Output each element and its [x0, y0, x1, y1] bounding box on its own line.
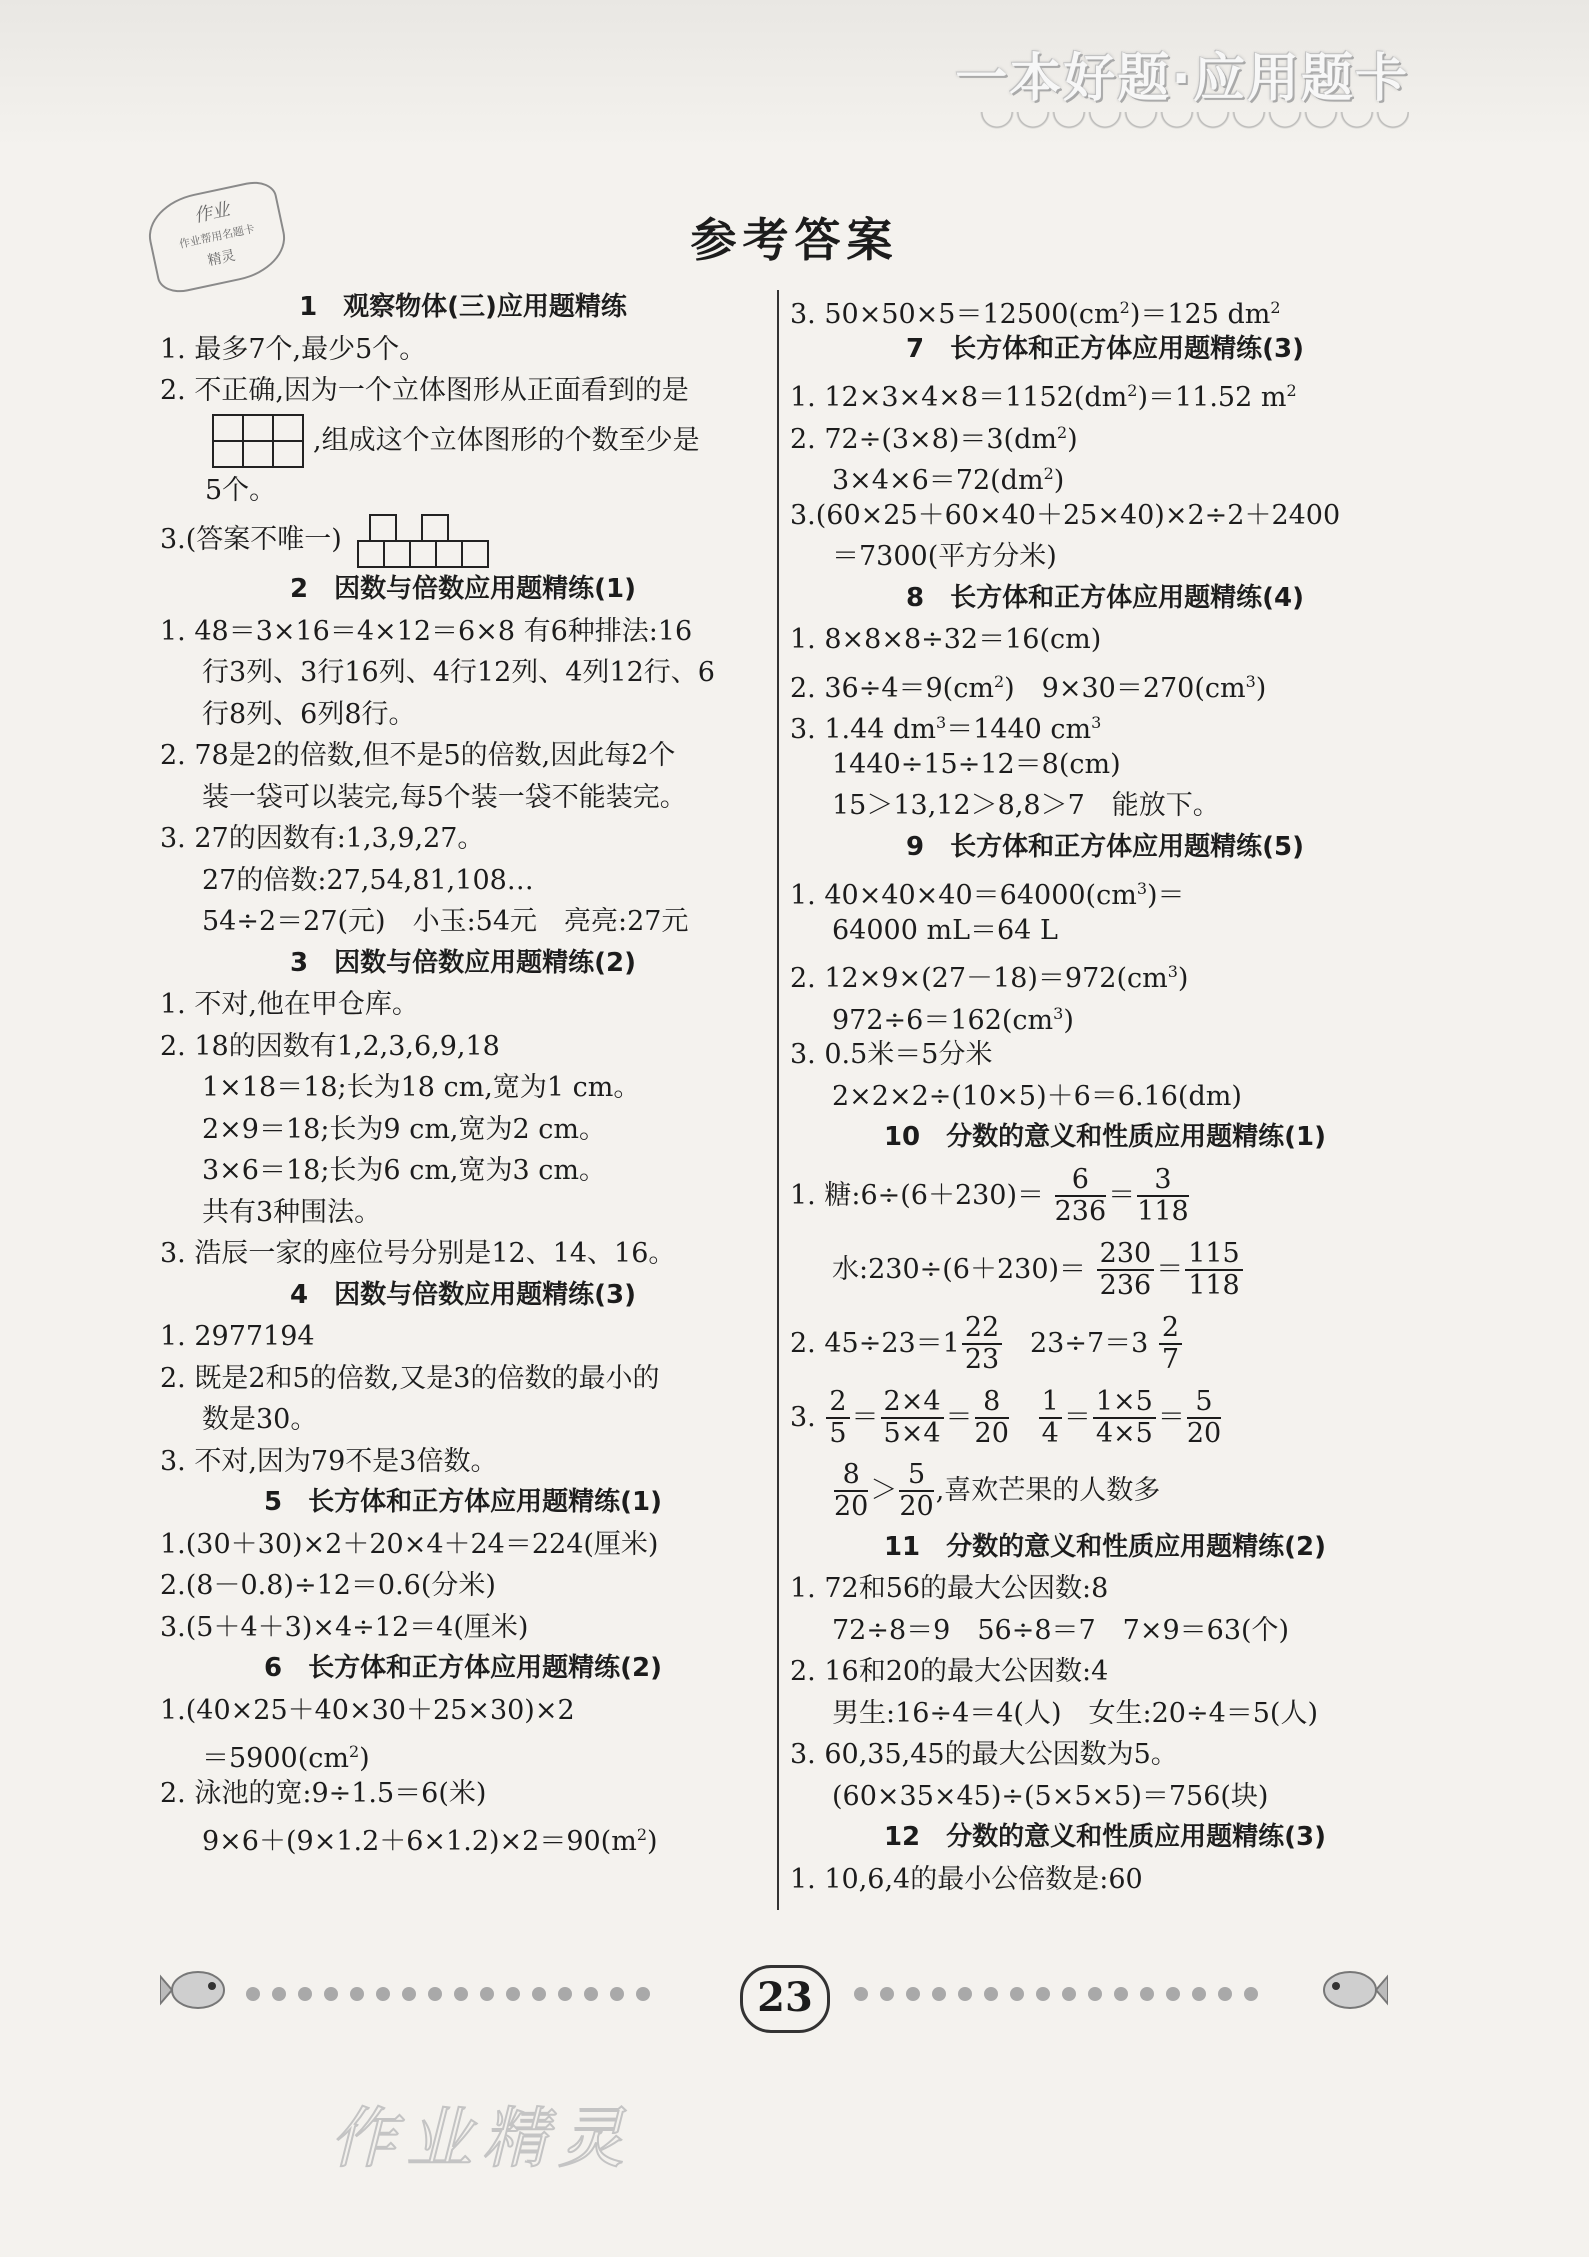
denominator: 118: [1188, 1270, 1240, 1301]
fraction: [834, 1460, 868, 1522]
answer-line: 3. 浩辰一家的座位号分别是12、14、16。: [160, 1238, 676, 1269]
superscript: 2: [1043, 464, 1054, 483]
numerator: 6: [1055, 1165, 1107, 1197]
fraction: [881, 1387, 944, 1449]
answer-line: 3.(60×25＋60×40＋25×40)×2÷2＋2400: [790, 499, 1341, 531]
answer-line: [790, 951, 1420, 993]
fish-icon: [1318, 1960, 1388, 2020]
answer-text: 3.(答案不唯一): [160, 524, 342, 555]
denominator: 23: [964, 1344, 1000, 1375]
numerator: 5: [899, 1460, 933, 1492]
superscript: 3: [1053, 1003, 1064, 1023]
numerator: 2×4: [881, 1387, 944, 1419]
answer-text: ,组成这个立体图形的个数至少是: [313, 424, 700, 456]
fraction: [1137, 1165, 1189, 1227]
arrangement-figure: [356, 513, 490, 569]
answer-line: 2. 不正确,因为一个立体图形从正面看到的是: [160, 375, 689, 406]
greater-sign: ＞: [870, 1474, 898, 1506]
denominator: 20: [1186, 1418, 1222, 1449]
answer-line: 2. 16和20的最大公因数:4: [790, 1656, 1109, 1687]
answer-text: 1. 12×3×4×8＝1152(dm: [790, 382, 1128, 413]
superscript: 2: [348, 1742, 360, 1761]
fraction: [1039, 1387, 1062, 1449]
answer-line: [160, 412, 766, 470]
left-column: [160, 287, 766, 1856]
answer-line: 54÷2＝27(元) 小玉:54元 亮亮:27元: [202, 906, 689, 937]
answer-line: [160, 511, 766, 569]
answer-line: 2×9＝18;长为9 cm,宽为2 cm。: [202, 1113, 606, 1145]
answer-text: ): [1177, 963, 1189, 994]
answer-text: )＝125 dm: [1129, 299, 1271, 330]
numerator: 8: [834, 1460, 868, 1492]
denominator: 5: [829, 1418, 847, 1449]
answer-line: 1440÷15÷12＝8(cm): [832, 748, 1121, 780]
equals-sign: ＝: [851, 1401, 879, 1433]
answer-text: 9×6＋(9×1.2＋6×1.2)×2＝90(m: [202, 1826, 637, 1857]
numerator: 3: [1137, 1165, 1189, 1197]
equals-sign: ＝: [1157, 1401, 1185, 1433]
fraction: [975, 1387, 1009, 1449]
superscript: 2: [1056, 422, 1068, 442]
dots-left: [240, 1986, 656, 2008]
answer-text: ): [1053, 465, 1065, 496]
section-title: 10 分数的意义和性质应用题精练(1): [883, 1122, 1327, 1152]
dots-right: [848, 1986, 1264, 2008]
answer-line: 3. 0.5米＝5分米: [790, 1039, 993, 1070]
superscript: 2: [1127, 381, 1138, 400]
answer-text: )＝11.52 m: [1137, 382, 1287, 413]
answer-text: ): [359, 1743, 370, 1774]
equals-sign: ＝: [945, 1401, 973, 1433]
answer-text: 3×4×6＝72(dm: [832, 465, 1044, 496]
denominator: 5×4: [883, 1418, 941, 1449]
answer-line: 64000 mL＝64 L: [832, 914, 1058, 946]
answer-line: 1. 10,6,4的最小公倍数是:60: [790, 1863, 1143, 1895]
answer-line: 共有3种围法。: [202, 1196, 382, 1228]
numerator: 115: [1185, 1239, 1243, 1271]
answer-text: ): [1063, 1004, 1074, 1036]
answer-line: [790, 287, 1420, 329]
section-title: 5 长方体和正方体应用题精练(1): [264, 1487, 662, 1517]
answer-text: )＝: [1147, 880, 1185, 911]
answer-line: (60×35×45)÷(5×5×5)＝756(块): [832, 1780, 1269, 1812]
answer-line: 1. 2977194: [160, 1321, 315, 1352]
fraction: [826, 1387, 849, 1449]
numerator: 230: [1097, 1239, 1155, 1271]
answer-line: [790, 868, 1420, 910]
stamp-line2: 作业帮用名题卡: [177, 222, 256, 251]
answer-line: 1.(30＋30)×2＋20×4＋24＝224(厘米): [160, 1528, 659, 1560]
answer-line: [790, 661, 1420, 703]
answer-text: 2. 36÷4＝9(cm: [790, 672, 994, 704]
fraction: [1185, 1239, 1243, 1301]
answer-text: 23÷7＝3: [1029, 1327, 1149, 1359]
answer-line: 行8列、6列8行。: [202, 698, 416, 730]
denominator: 236: [1099, 1270, 1152, 1301]
answer-text: 2. 12×9×(27－18)＝972(cm: [790, 963, 1168, 994]
page-title: 参考答案: [690, 213, 899, 267]
answer-line: [790, 1233, 1420, 1307]
answer-line: [160, 1731, 766, 1773]
numerator: 22: [962, 1313, 1002, 1345]
answer-line: 男生:16÷4＝4(人) 女生:20÷4＝5(人): [832, 1697, 1318, 1729]
denominator: 118: [1137, 1196, 1189, 1227]
fraction: [1187, 1387, 1221, 1449]
answer-line: 3.(5＋4＋3)×4÷12＝4(厘米): [160, 1611, 529, 1643]
answer-text: ＝1440 cm: [946, 714, 1092, 745]
answer-text: 2. 45÷23＝1: [790, 1327, 960, 1359]
numerator: 5: [1187, 1387, 1221, 1419]
answer-line: [790, 1159, 1420, 1233]
superscript: 2: [1119, 298, 1130, 317]
answer-line: [790, 370, 1420, 412]
denominator: 20: [899, 1491, 934, 1522]
superscript: 2: [1270, 298, 1281, 317]
watermark: 作业精灵: [330, 2100, 634, 2177]
answer-text: 3.: [790, 1401, 816, 1433]
section-title: 8 长方体和正方体应用题精练(4): [906, 582, 1304, 613]
answer-line: 2.(8－0.8)÷12＝0.6(分米): [160, 1570, 496, 1601]
answer-text: ): [1255, 672, 1267, 704]
stamp-line1: 作业: [192, 199, 232, 228]
superscript: 2: [636, 1825, 648, 1844]
numerator: 1: [1039, 1387, 1062, 1419]
section-title: 9 长方体和正方体应用题精练(5): [906, 831, 1304, 862]
answer-line: 5个。: [205, 474, 277, 506]
answer-line: 72÷8＝9 56÷8＝7 7×9＝63(个): [832, 1614, 1290, 1646]
answer-line: 2. 18的因数有1,2,3,6,9,18: [160, 1030, 500, 1062]
denominator: 4×5: [1095, 1418, 1153, 1449]
superscript: 3: [1136, 879, 1147, 898]
answer-line: 1. 最多7个,最少5个。: [160, 333, 427, 365]
denominator: 236: [1054, 1196, 1107, 1227]
answer-text: 3. 50×50×5＝12500(cm: [790, 299, 1120, 330]
fraction: [1093, 1387, 1156, 1449]
answer-text: 3. 1.44 dm: [790, 714, 936, 745]
answer-line: [160, 1814, 766, 1856]
denominator: 20: [974, 1418, 1009, 1449]
answer-text: 2. 72÷(3×8)＝3(dm: [790, 423, 1057, 455]
answer-line: 27的倍数:27,54,81,108…: [202, 864, 534, 896]
section-title: 7 长方体和正方体应用题精练(3): [906, 333, 1304, 364]
superscript: 3: [1245, 671, 1256, 691]
fraction: [1055, 1165, 1107, 1227]
answer-text: ,喜欢芒果的人数多: [935, 1474, 1161, 1506]
numerator: 2: [826, 1387, 849, 1419]
answer-line: 2. 既是2和5的倍数,又是3的倍数的最小的: [160, 1362, 660, 1394]
section-title: 3 因数与倍数应用题精练(2): [290, 947, 636, 978]
answer-text: 水:230÷(6＋230)＝: [832, 1253, 1087, 1285]
section-title: 11 分数的意义和性质应用题精练(2): [883, 1531, 1327, 1562]
page-number: 23: [740, 1965, 830, 2033]
right-column: [790, 287, 1420, 1900]
numerator: 2: [1159, 1313, 1182, 1345]
answer-line: [790, 1455, 1420, 1527]
fraction: [1097, 1239, 1155, 1301]
answer-line: [790, 453, 1420, 495]
answer-line: [790, 702, 1420, 744]
section-title: 1 观察物体(三)应用题精练: [299, 292, 627, 322]
answer-line: 装一袋可以装完,每5个装一袋不能装完。: [202, 781, 687, 813]
numerator: 8: [975, 1387, 1009, 1419]
answer-line: 1.(40×25＋40×30＋25×30)×2: [160, 1694, 575, 1726]
answer-line: [790, 993, 1420, 1035]
answer-line: [790, 1307, 1420, 1381]
answer-line: [790, 1381, 1420, 1455]
answer-line: 1. 48＝3×16＝4×12＝6×8 有6种排法:16: [160, 615, 693, 647]
superscript: 3: [935, 713, 947, 732]
denominator: 4: [1041, 1418, 1059, 1449]
superscript: 2: [993, 671, 1005, 691]
answer-text: ) 9×30＝270(cm: [1004, 672, 1246, 704]
section-title: 2 因数与倍数应用题精练(1): [290, 574, 636, 604]
answer-line: [790, 412, 1420, 454]
answer-text: ＝5900(cm: [202, 1743, 349, 1774]
superscript: 3: [1167, 962, 1178, 981]
front-view-figure: [211, 413, 307, 469]
superscript: 2: [1286, 381, 1297, 400]
fraction: [899, 1460, 933, 1522]
answer-line: 1×18＝18;长为18 cm,宽为1 cm。: [202, 1072, 641, 1103]
cloud-decoration: [979, 112, 1409, 142]
answer-line: 2. 78是2的倍数,但不是5的倍数,因此每2个: [160, 740, 676, 771]
fish-icon: [160, 1960, 230, 2020]
equals-sign: ＝: [1108, 1179, 1136, 1211]
equals-sign: ＝: [1156, 1253, 1184, 1285]
answer-text: ): [1067, 423, 1078, 455]
answer-text: 1. 糖:6÷(6＋230)＝: [790, 1179, 1045, 1211]
answer-line: 1. 72和56的最大公因数:8: [790, 1573, 1109, 1604]
answer-line: 3×6＝18;长为6 cm,宽为3 cm。: [202, 1155, 606, 1186]
answer-line: 3. 60,35,45的最大公因数为5。: [790, 1739, 1178, 1770]
equals-sign: ＝: [1063, 1401, 1091, 1433]
answer-line: 15＞13,12＞8,8＞7 能放下。: [832, 790, 1220, 821]
answer-text: 972÷6＝162(cm: [832, 1004, 1054, 1036]
fraction: [1159, 1313, 1182, 1375]
section-title: 12 分数的意义和性质应用题精练(3): [883, 1822, 1327, 1852]
stamp-line3: 精灵: [206, 247, 237, 270]
answer-line: 行3列、3行16列、4行12列、4列12行、6: [202, 657, 715, 688]
answer-text: 1. 40×40×40＝64000(cm: [790, 880, 1137, 911]
answer-line: 2. 泳池的宽:9÷1.5＝6(米): [160, 1777, 487, 1809]
fraction: [962, 1313, 1002, 1375]
section-title: 6 长方体和正方体应用题精练(2): [264, 1653, 662, 1683]
numerator: 1×5: [1093, 1387, 1156, 1419]
answer-line: ＝7300(平方分米): [832, 541, 1057, 572]
answer-line: 数是30。: [202, 1404, 318, 1435]
brand-title: 一本好题·应用题卡: [955, 49, 1409, 109]
answer-line: 1. 8×8×8÷32＝16(cm): [790, 624, 1102, 655]
column-divider: [777, 290, 779, 1910]
section-title: 4 因数与倍数应用题精练(3): [290, 1279, 636, 1310]
answer-line: 1. 不对,他在甲仓库。: [160, 989, 419, 1020]
answer-line: 3. 27的因数有:1,3,9,27。: [160, 823, 485, 854]
superscript: 3: [1091, 713, 1102, 732]
answer-line: 3. 不对,因为79不是3倍数。: [160, 1445, 498, 1477]
denominator: 7: [1161, 1344, 1180, 1375]
answer-line: 2×2×2÷(10×5)＋6＝6.16(dm): [832, 1080, 1242, 1112]
answer-text: ): [647, 1826, 658, 1857]
denominator: 20: [834, 1491, 869, 1522]
